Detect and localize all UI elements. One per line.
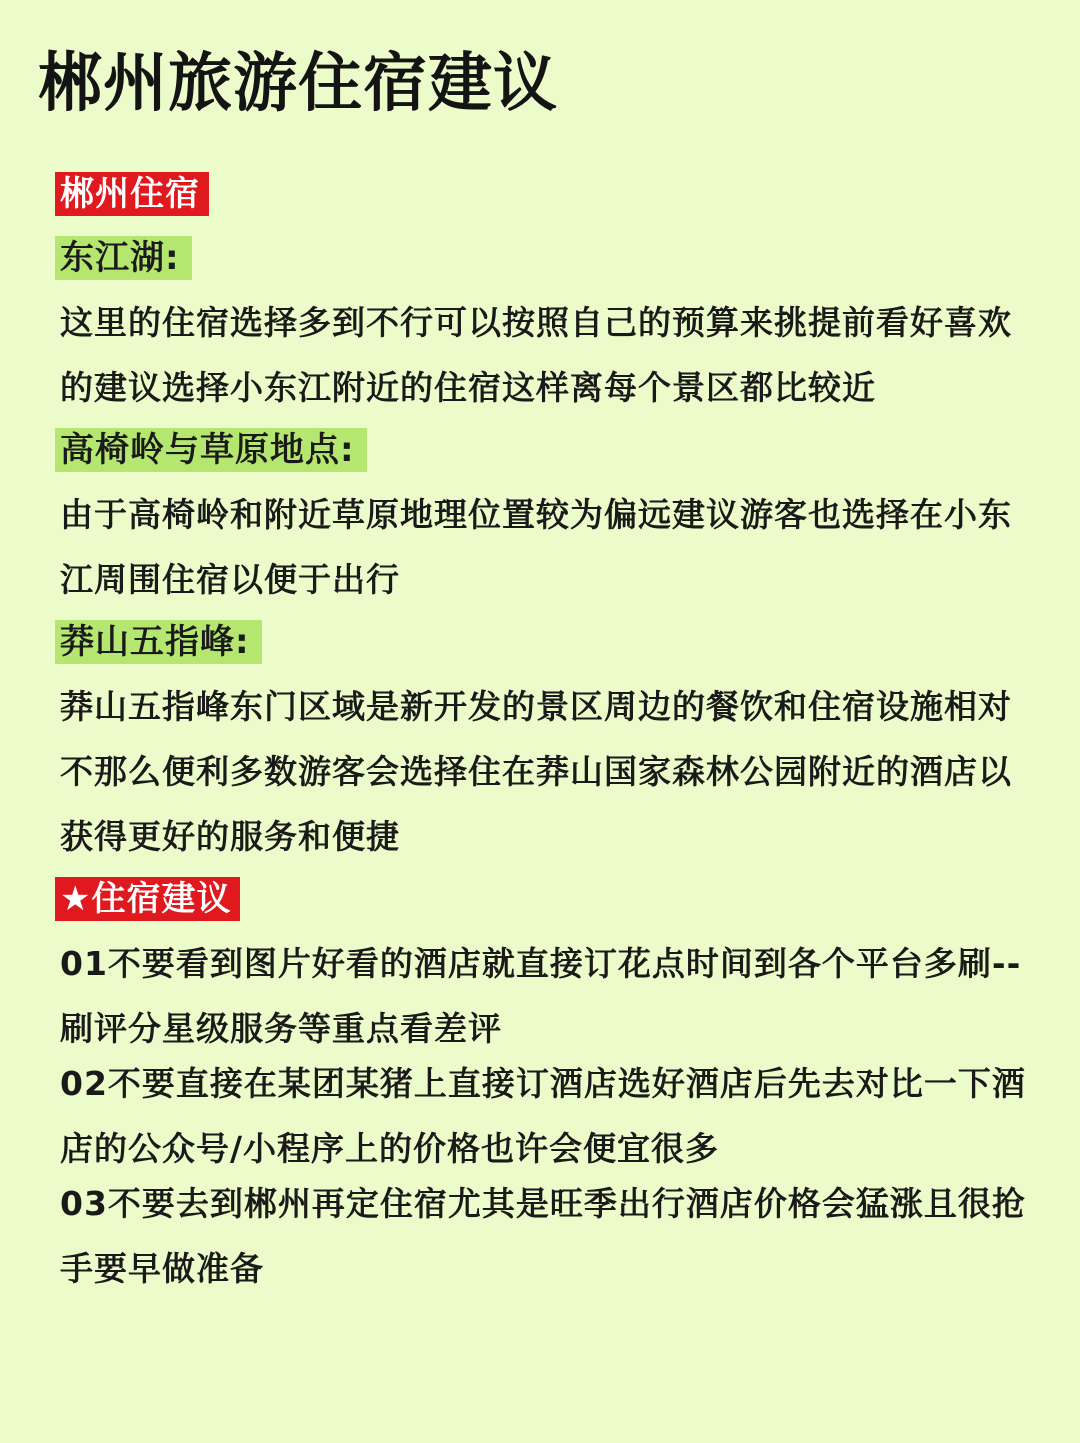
paragraph-dongjiang-lake: 这里的住宿选择多到不行可以按照自己的预算来挑提前看好喜欢的建议选择小东江附近的住宿这样离每个景区都比较近 — [60, 303, 1012, 407]
section-tag-row — [55, 877, 1045, 921]
heading-row — [55, 236, 1045, 280]
heading-mangshan: 莽山五指峰: — [55, 620, 262, 664]
page-title: 郴州旅游住宿建议 — [38, 47, 558, 121]
heading-gaoyiling: 高椅岭与草原地点: — [55, 428, 367, 472]
content — [55, 172, 1045, 1299]
tips-list — [55, 931, 1045, 1301]
tip-item-03: 03不要去到郴州再定住宿尤其是旺季出行酒店价格会猛涨且很抢手要早做准备 — [60, 1184, 1026, 1288]
section-tag-chenzhou-lodging: 郴州住宿 — [55, 172, 209, 216]
paragraph-mangshan: 莽山五指峰东门区域是新开发的景区周边的餐饮和住宿设施相对不那么便利多数游客会选择住在莽山国家森林公园附近的酒店以获得更好的服务和便捷 — [60, 687, 1012, 856]
paragraph-gaoyiling: 由于高椅岭和附近草原地理位置较为偏远建议游客也选择在小东江周围住宿以便于出行 — [60, 495, 1012, 599]
tip-item-01: 01不要看到图片好看的酒店就直接订花点时间到各个平台多刷--刷评分星级服务等重点看差评 — [60, 944, 1022, 1048]
section-tag-row — [55, 172, 1045, 216]
heading-row — [55, 428, 1045, 472]
tip-item-02: 02不要直接在某团某猪上直接订酒店选好酒店后先去对比一下酒店的公众号/小程序上的价格也许会便宜很多 — [60, 1064, 1026, 1168]
heading-row — [55, 620, 1045, 664]
section-tag-lodging-tips: ★住宿建议 — [55, 877, 240, 921]
heading-dongjiang-lake: 东江湖: — [55, 236, 192, 280]
